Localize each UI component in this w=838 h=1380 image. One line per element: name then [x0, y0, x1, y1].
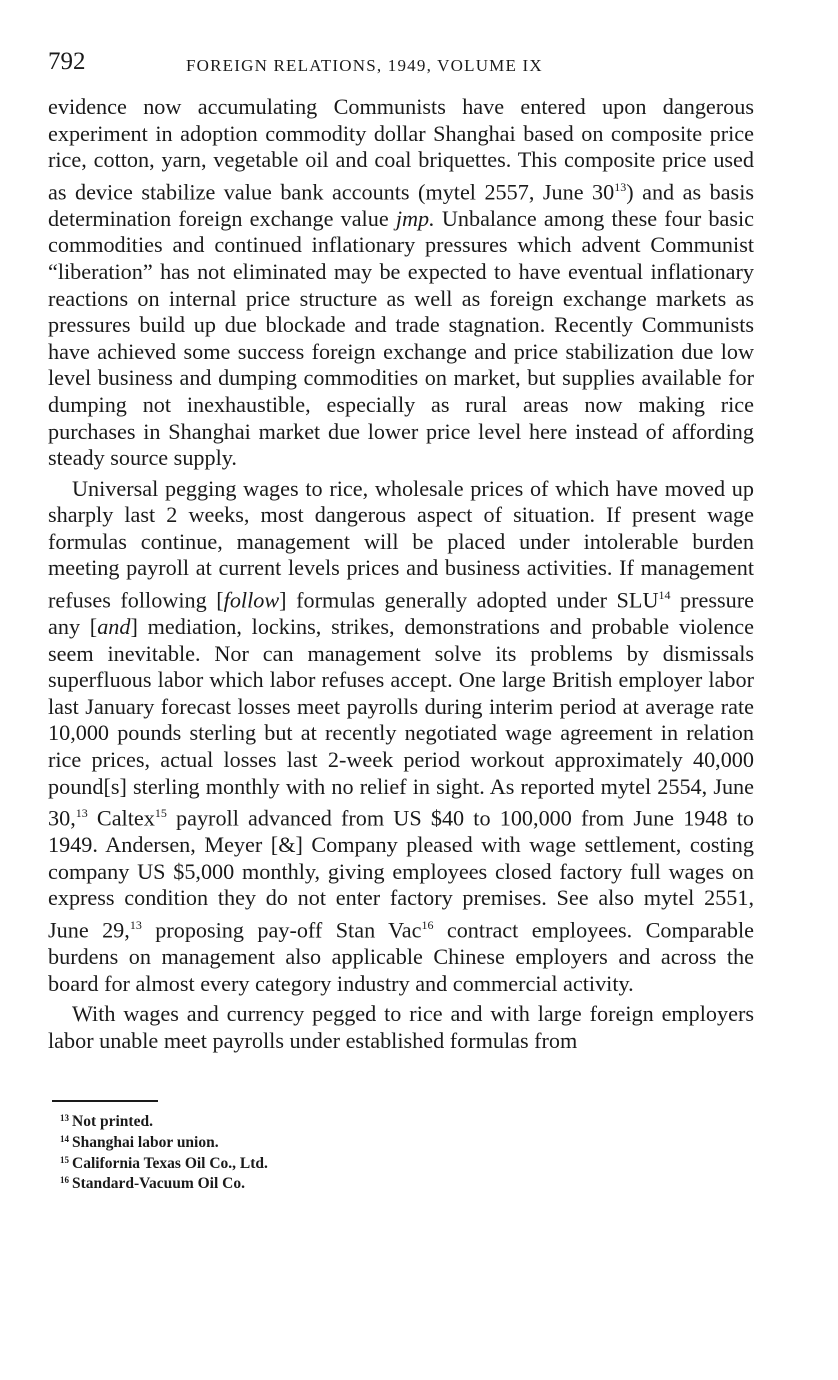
italic-text: jmp.	[395, 205, 435, 231]
italic-text: follow	[223, 587, 280, 613]
footnote-ref: 13	[75, 806, 88, 821]
text-run: With wages and currency pegged to rice and with large foreign employers labor unable meet payrolls under established formulas from	[48, 1001, 754, 1053]
footnote-text: California Texas Oil Co., Ltd.	[72, 1154, 268, 1172]
document-page	[48, 48, 754, 1193]
footnote-ref: 13	[129, 917, 142, 932]
paragraph-3	[48, 1001, 754, 1054]
footnote-ref: 15	[154, 806, 167, 821]
text-run: ] mediation, lockins, strikes, demonstrations and probable violence seem inevitable. Nor can management solve its problems by dismissals superfluous labor which labor refuses accept. One large British employer labor last January forecast losses meet payrolls during interim period at average rate 10,000 pounds sterling but at recently negotiated wage agreement in relation rice prices, actual losses last 2-week period workout approximately 40,000 pound[s] sterling monthly with no relief in sight. As reported mytel 2554, June 30,	[48, 614, 754, 831]
footnote-text: Shanghai labor union.	[72, 1133, 219, 1151]
running-head: FOREIGN RELATIONS, 1949, VOLUME IX	[186, 56, 543, 75]
italic-text: and	[97, 614, 131, 640]
text-run: ] formulas generally adopted under SLU	[279, 587, 659, 613]
paragraph-2	[48, 476, 754, 997]
footnote	[60, 1152, 754, 1173]
text-run: ) and as basis determination foreign exchange value	[48, 179, 754, 231]
footnote-ref: 14	[658, 588, 671, 603]
text-run: contract employees. Comparable burdens on management also applicable Chinese employers and across the board for almost every category industry and commercial activity.	[48, 917, 755, 996]
text-run: evidence now accumulating Communists have entered upon dangerous experiment in adoption commodity dollar Shanghai based on composite price rice, cotton, yarn, vegetable oil and coal briquettes. This composite price used as device stabilize value bank accounts (mytel 2557, June 30	[48, 94, 754, 205]
footnote	[60, 1172, 754, 1193]
footnote-divider	[52, 1100, 158, 1102]
footnote-text: Standard-Vacuum Oil Co.	[72, 1175, 245, 1193]
footnote-text: Not printed.	[72, 1113, 153, 1131]
footnote-ref: 16	[421, 917, 434, 932]
text-run: Unbalance among these four basic commodities and continued inflationary pressures which advent Communist “liberation” has not eliminated may be expected to have eventual inflationary reactions on internal price structure as well as foreign exchange markets as pressures build up due blockade and trade stagnation. Recently Communists have achieved some success foreign exchange and price stabilization due low level business and dumping commodities on market, but supplies available for dumping not inexhaustible, especially as rural areas now making rice purchases in Shanghai market due lower price level here instead of affording steady source supply.	[48, 205, 755, 471]
page-number: 792	[48, 48, 86, 75]
page-header	[48, 48, 754, 88]
text-run: pressure any [	[48, 587, 754, 640]
body-text	[48, 94, 754, 1054]
footnote	[60, 1131, 754, 1152]
footnote-ref: 13	[614, 179, 627, 194]
footnote-number: 14	[60, 1133, 69, 1144]
footnote	[60, 1110, 754, 1131]
footnote-number: 16	[60, 1175, 69, 1186]
footnote-number: 15	[60, 1154, 69, 1165]
text-run: payroll advanced from US $40 to 100,000 from June 1948 to 1949. Andersen, Meyer [&] Company pleased with wage settlement, costing company US $5,000 monthly, giving employees closed factory full wages on express condition they do not enter factory premises. See also mytel 2551, June 29,	[48, 805, 755, 943]
text-run: Caltex	[87, 805, 155, 831]
paragraph-1	[48, 94, 754, 472]
text-run: proposing pay-off Stan Vac	[141, 917, 422, 943]
text-run: Universal pegging wages to rice, wholesale prices of which have moved up sharply last 2 weeks, most dangerous aspect of situation. If present wage formulas continue, management will be placed under intolerable burden meeting payroll at current levels prices and business activities. If management refuses following [	[48, 475, 754, 613]
footnotes	[48, 1110, 754, 1192]
footnote-number: 13	[60, 1113, 69, 1124]
